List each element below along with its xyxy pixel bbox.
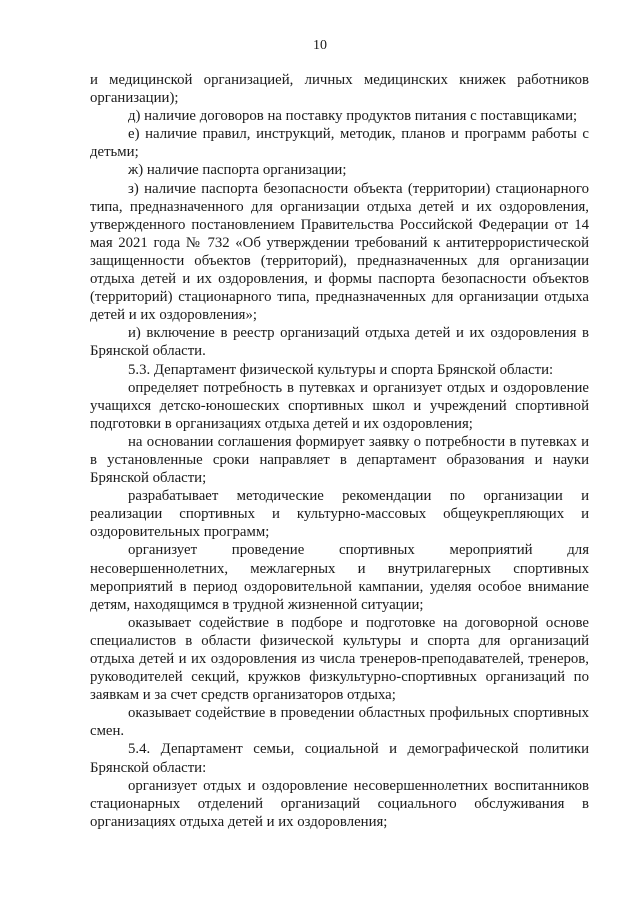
paragraph-5-3-recommendations: разрабатывает методические рекомендации по организации и реализации спортивных и культурно-массовых общеукрепляющих и оздоровительных программ; xyxy=(90,488,589,541)
paragraph-continuation: и медицинской организацией, личных медицинских книжек работников организации); xyxy=(90,72,589,107)
paragraph-item-i: и) включение в реестр организаций отдыха детей и их оздоровления в Брянской области. xyxy=(90,325,589,360)
paragraph-5-3-specialists: оказывает содействие в подборе и подготовке на договорной основе специалистов в области физической культуры и спорта для организаций отдыха детей и их оздоровления из числа тренеров-преподавателей, тренеров, руководителей секций, кружков физкультурно-спортивных организаций по заявкам и за счет средств организаторов отдыха; xyxy=(90,614,589,704)
section-heading-5-3: 5.3. Департамент физической культуры и спорта Брянской области: xyxy=(128,361,554,378)
paragraph-5-4-wards: организует отдых и оздоровление несовершеннолетних воспитанников стационарных отделений организаций социального обслуживания в организациях отдыха детей и их оздоровления; xyxy=(90,777,589,830)
paragraph-item-e: е) наличие правил, инструкций, методик, планов и программ работы с детьми; xyxy=(90,126,589,161)
document-body xyxy=(90,71,589,831)
paragraph-item-zh: ж) наличие паспорта организации; xyxy=(128,162,347,179)
paragraph-item-z: з) наличие паспорта безопасности объекта (территории) стационарного типа, предназначенного для организации отдыха детей и их оздоровления, утвержденного постановлением Правительства Российской Федерации от 14 мая 2021 года № 732 «Об утверждении требований к антитеррористической защищенности объектов (территорий), предназначенных для организации отдыха детей и их оздоровления, и формы паспорта безопасности объектов (территорий) стационарного типа, предназначенных для организации отдыха детей и их оздоровления»; xyxy=(90,180,589,324)
page-number: 10 xyxy=(313,38,327,53)
section-heading-5-4: 5.4. Департамент семьи, социальной и демографической политики Брянской области: xyxy=(90,741,589,776)
paragraph-5-3-needs: определяет потребность в путевках и организует отдых и оздоровление учащихся детско-юношеских спортивных школ и учреждений спортивной подготовки в организациях отдыха детей и их оздоровления; xyxy=(90,379,589,432)
paragraph-5-3-events: организует проведение спортивных мероприятий для несовершеннолетних, межлагерных и внутрилагерных спортивных мероприятий в период оздоровительной кампании, уделяя особое внимание детям, находящимся в трудной жизненной ситуации; xyxy=(90,542,589,613)
paragraph-5-3-agreement: на основании соглашения формирует заявку о потребности в путевках и в установленные сроки направляет в департамент образования и науки Брянской области; xyxy=(90,433,589,487)
paragraph-item-d: д) наличие договоров на поставку продуктов питания с поставщиками; xyxy=(128,108,578,125)
paragraph-5-3-shifts: оказывает содействие в проведении областных профильных спортивных смен. xyxy=(90,705,589,740)
